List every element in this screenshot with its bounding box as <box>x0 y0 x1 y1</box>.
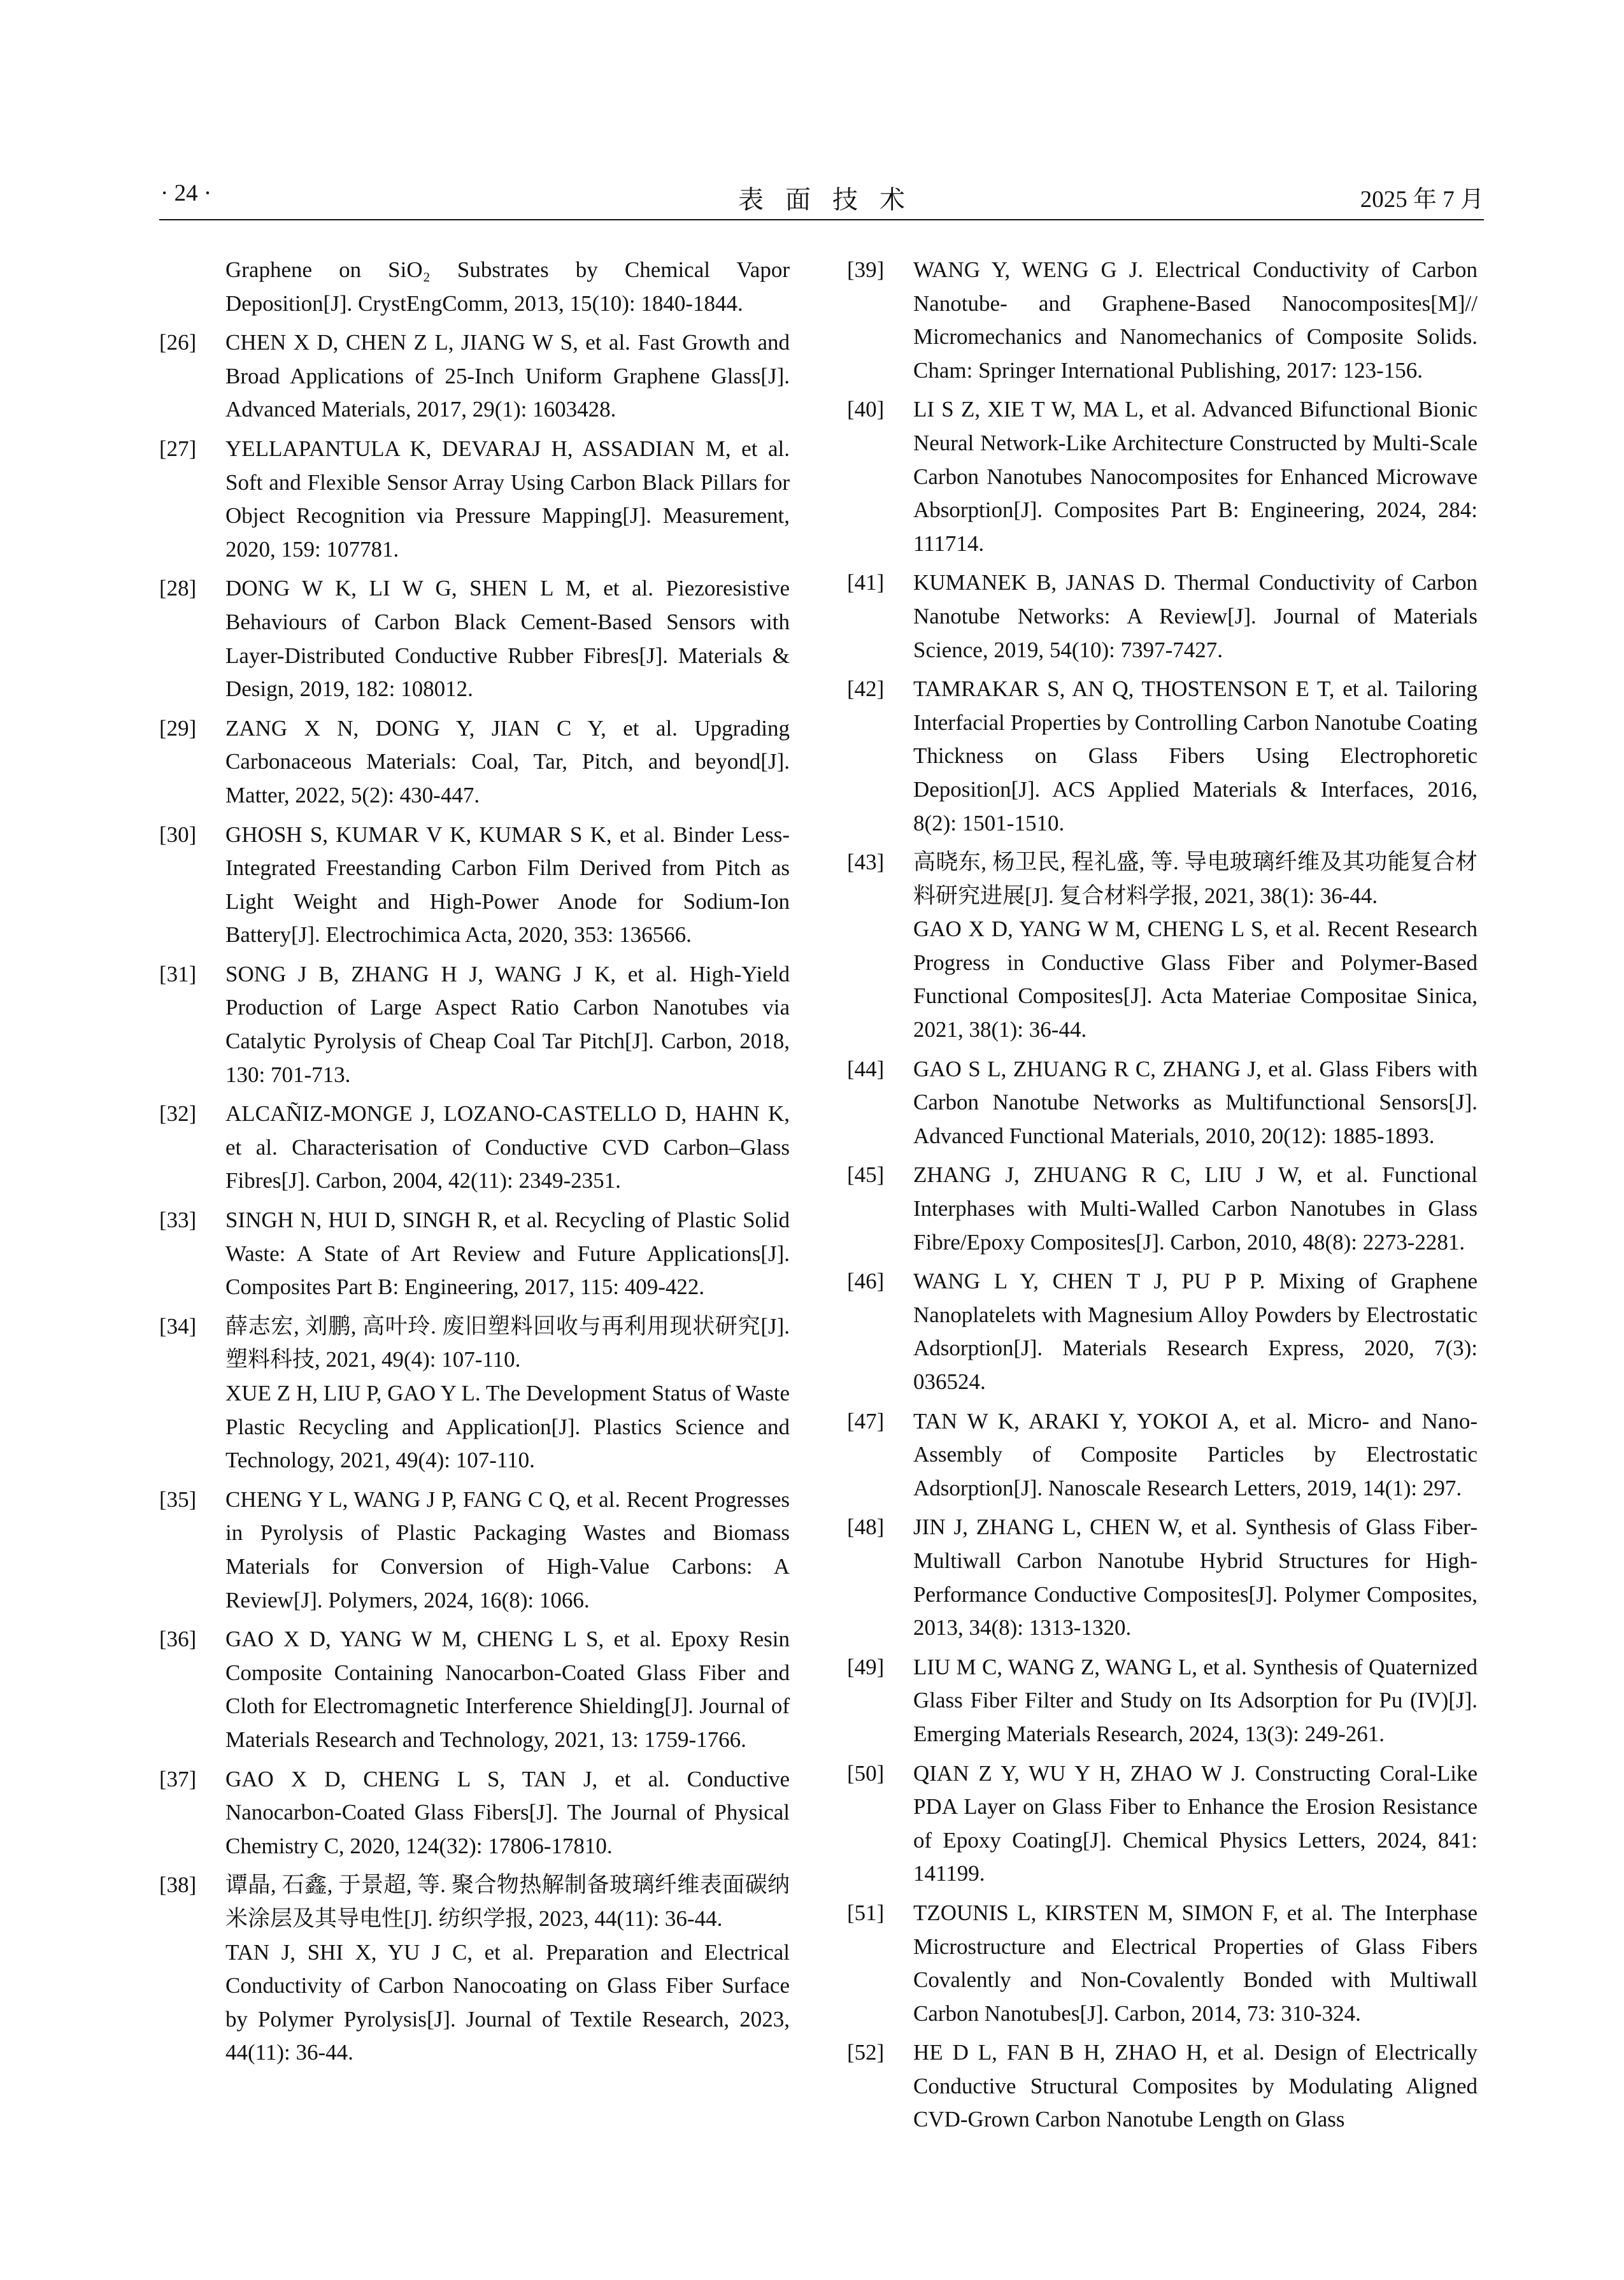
reference-entry <box>159 818 790 952</box>
reference-number: [50] <box>847 1760 885 1786</box>
reference-entry <box>159 572 790 706</box>
issue-date: 2025 年 7 月 <box>1360 187 1484 213</box>
reference-entry <box>159 326 790 427</box>
reference-text: LI S Z, XIE T W, MA L, et al. Advanced Bifunctional Bionic Neural Network-Like Architecture Constructed by Multi-Scale Carbon Nanotubes Nanocomposites for Enhanced Microwave Absorption[J]. Composites Part B: Engineering, 2024, 284: 111714. <box>913 397 1478 556</box>
reference-text: ZHANG J, ZHUANG R C, LIU J W, et al. Functional Interphases with Multi-Walled Carbon Nanotubes in Glass Fibre/Epoxy Composites[J]. Carbon, 2010, 48(8): 2273-2281. <box>913 1162 1478 1255</box>
reference-number: [36] <box>159 1627 197 1652</box>
reference-entry <box>159 1763 790 1863</box>
reference-number: [35] <box>159 1486 197 1512</box>
reference-number: [31] <box>159 961 197 987</box>
right-column <box>847 253 1478 2142</box>
reference-text: TAMRAKAR S, AN Q, THOSTENSON E T, et al. Tailoring Interfacial Properties by Controlling Carbon Nanotube Coating Thickness on Glass Fibers Using Electrophoretic Deposition[J]. ACS Applied Materials & Interfaces, 2016, 8(2): 1501-1510. <box>913 676 1478 836</box>
reference-entry <box>847 1897 1478 2030</box>
reference-text: GHOSH S, KUMAR V K, KUMAR S K, et al. Binder Less-Integrated Freestanding Carbon Film Derived from Pitch as Light Weight and High-Power Anode for Sodium-Ion Battery[J]. Electrochimica Acta, 2020, 353: 136566. <box>225 822 790 948</box>
reference-text: SONG J B, ZHANG H J, WANG J K, et al. High-Yield Production of Large Aspect Ratio Carbon Nanotubes via Catalytic Pyrolysis of Cheap Coal Tar Pitch[J]. Carbon, 2018, 130: 701-713. <box>225 961 790 1087</box>
reference-entry <box>159 432 790 566</box>
reference-entry <box>159 1869 790 2070</box>
reference-text: 谭晶, 石鑫, 于景超, 等. 聚合物热解制备玻璃纤维表面碳纳米涂层及其导电性[J]. 纺织学报, 2023, 44(11): 36-44. <box>225 1872 790 1931</box>
reference-entry <box>159 1623 790 1756</box>
reference-number: [27] <box>159 436 197 461</box>
reference-number: [40] <box>847 397 885 422</box>
reference-number: [30] <box>159 822 197 847</box>
reference-entry <box>847 566 1478 667</box>
reference-entry <box>159 958 790 1092</box>
reference-number: [48] <box>847 1514 885 1540</box>
reference-number: [33] <box>159 1208 197 1233</box>
reference-entry <box>847 253 1478 387</box>
reference-text: Graphene on SiO₂ Substrates by Chemical Vapor Deposition[J]. CrystEngComm, 2013, 15(10): 1840-1844. <box>225 257 790 316</box>
reference-number: [42] <box>847 676 885 702</box>
journal-title: 表面技术 <box>738 185 927 214</box>
reference-entry <box>159 253 790 320</box>
reference-text: WANG Y, WENG G J. Electrical Conductivity of Carbon Nanotube- and Graphene-Based Nanocomposites[M]// Micromechanics and Nanomechanics of Composite Solids. Cham: Springer International Publishing, 2017: 123-156. <box>913 257 1478 383</box>
reference-text: WANG L Y, CHEN T J, PU P P. Mixing of Graphene Nanoplatelets with Magnesium Alloy Powders by Electrostatic Adsorption[J]. Materials Research Express, 2020, 7(3): 036524. <box>913 1269 1478 1394</box>
reference-number: [34] <box>159 1313 197 1339</box>
reference-number: [49] <box>847 1654 885 1679</box>
reference-text: QIAN Z Y, WU Y H, ZHAO W J. Constructing Coral-Like PDA Layer on Glass Fiber to Enhance the Erosion Resistance of Epoxy Coating[J]. Chemical Physics Letters, 2024, 841: 141199. <box>913 1760 1478 1886</box>
reference-number: [45] <box>847 1162 885 1188</box>
reference-entry <box>847 1511 1478 1644</box>
reference-text-english: XUE Z H, LIU P, GAO Y L. The Development Status of Waste Plastic Recycling and Application[J]. Plastics Science and Technology, 2021, 49(4): 107-110. <box>225 1381 790 1473</box>
reference-text: CHENG Y L, WANG J P, FANG C Q, et al. Recent Progresses in Pyrolysis of Plastic Packaging Wastes and Biomass Materials for Conversion of High-Value Carbons: A Review[J]. Polymers, 2024, 16(8): 1066. <box>225 1486 790 1613</box>
reference-text: SINGH N, HUI D, SINGH R, et al. Recycling of Plastic Solid Waste: A State of Art Review and Future Applications[J]. Composites Part B: Engineering, 2017, 115: 409-422. <box>225 1208 790 1300</box>
reference-text: ALCAÑIZ-MONGE J, LOZANO-CASTELLO D, HAHN K, et al. Characterisation of Conductive CVD Carbon–Glass Fibres[J]. Carbon, 2004, 42(11): 2349-2351. <box>225 1101 790 1193</box>
reference-text: TAN W K, ARAKI Y, YOKOI A, et al. Micro- and Nano-Assembly of Composite Particles by Electrostatic Adsorption[J]. Nanoscale Research Letters, 2019, 14(1): 297. <box>913 1408 1478 1500</box>
reference-text: KUMANEK B, JANAS D. Thermal Conductivity of Carbon Nanotube Networks: A Review[J]. Journal of Materials Science, 2019, 54(10): 7397-7427. <box>913 570 1478 662</box>
reference-text: 薛志宏, 刘鹏, 高叶玲. 废旧塑料回收与再利用现状研究[J]. 塑料科技, 2021, 49(4): 107-110. <box>225 1313 790 1372</box>
reference-number: [32] <box>159 1101 197 1127</box>
reference-text: GAO X D, YANG W M, CHENG L S, et al. Epoxy Resin Composite Containing Nanocarbon-Coated Glass Fiber and Cloth for Electromagnetic Interference Shielding[J]. Journal of Materials Research and Technology, 2021, 13: 1759-1766. <box>225 1627 790 1752</box>
reference-number: [52] <box>847 2040 885 2065</box>
reference-number: [51] <box>847 1900 885 1925</box>
reference-text: YELLAPANTULA K, DEVARAJ H, ASSADIAN M, et al. Soft and Flexible Sensor Array Using Carbon Black Pillars for Object Recognition via Pressure Mapping[J]. Measurement, 2020, 159: 107781. <box>225 436 790 562</box>
reference-text-english: TAN J, SHI X, YU J C, et al. Preparation and Electrical Conductivity of Carbon Nanocoating on Glass Fiber Surface by Polymer Pyrolysis[J]. Journal of Textile Research, 2023, 44(11): 36-44. <box>225 1939 790 2065</box>
reference-text: DONG W K, LI W G, SHEN L M, et al. Piezoresistive Behaviours of Carbon Black Cement-Based Sensors with Layer-Distributed Conductive Rubber Fibres[J]. Materials & Design, 2019, 182: 108012. <box>225 576 790 702</box>
reference-number: [28] <box>159 576 197 601</box>
reference-entry <box>847 846 1478 1047</box>
reference-text: GAO S L, ZHUANG R C, ZHANG J, et al. Glass Fibers with Carbon Nanotube Networks as Multifunctional Sensors[J]. Advanced Functional Materials, 2010, 20(12): 1885-1893. <box>913 1056 1478 1148</box>
reference-entry <box>159 1204 790 1304</box>
reference-number: [41] <box>847 570 885 595</box>
reference-number: [26] <box>159 330 197 355</box>
reference-text: JIN J, ZHANG L, CHEN W, et al. Synthesis of Glass Fiber-Multiwall Carbon Nanotube Hybrid Structures for High-Performance Conductive Composites[J]. Polymer Composites, 2013, 34(8): 1313-1320. <box>913 1514 1478 1641</box>
reference-number: [47] <box>847 1408 885 1434</box>
reference-entry <box>847 2036 1478 2137</box>
reference-text: HE D L, FAN B H, ZHAO H, et al. Design of Electrically Conductive Structural Composites by Modulating Aligned CVD-Grown Carbon Nanotube Length on Glass <box>913 2040 1478 2132</box>
reference-text: LIU M C, WANG Z, WANG L, et al. Synthesis of Quaternized Glass Fiber Filter and Study on Its Adsorption for Pu (IV)[J]. Emerging Materials Research, 2024, 13(3): 249-261. <box>913 1654 1478 1746</box>
reference-entry <box>847 393 1478 560</box>
running-header <box>159 180 1484 218</box>
reference-number: [44] <box>847 1056 885 1081</box>
reference-number: [37] <box>159 1766 197 1792</box>
reference-text: 高晓东, 杨卫民, 程礼盛, 等. 导电玻璃纤维及其功能复合材料研究进展[J]. 复合材料学报, 2021, 38(1): 36-44. <box>913 850 1478 908</box>
reference-number: [46] <box>847 1269 885 1294</box>
reference-entry <box>847 1053 1478 1153</box>
reference-entry <box>847 1265 1478 1399</box>
reference-number: [29] <box>159 715 197 741</box>
reference-entry <box>847 1651 1478 1751</box>
reference-text: TZOUNIS L, KIRSTEN M, SIMON F, et al. The Interphase Microstructure and Electrical Properties of Glass Fibers Covalently and Non-Covalently Bonded with Multiwall Carbon Nanotubes[J]. Carbon, 2014, 73: 310-324. <box>913 1900 1478 2026</box>
reference-entry <box>159 1483 790 1617</box>
reference-number: [39] <box>847 257 885 282</box>
reference-entry <box>847 1757 1478 1891</box>
reference-number: [38] <box>159 1872 197 1898</box>
header-rule <box>159 219 1484 220</box>
reference-entry <box>847 1405 1478 1506</box>
page-number: · 24 · <box>160 180 212 206</box>
reference-text: ZANG X N, DONG Y, JIAN C Y, et al. Upgrading Carbonaceous Materials: Coal, Tar, Pitch, and beyond[J]. Matter, 2022, 5(2): 430-447. <box>225 715 790 808</box>
reference-text-english: GAO X D, YANG W M, CHENG L S, et al. Recent Research Progress in Conductive Glass Fiber and Polymer-Based Functional Composites[J]. Acta Materiae Compositae Sinica, 2021, 38(1): 36-44. <box>913 916 1478 1043</box>
left-column <box>159 253 790 2076</box>
reference-number: [43] <box>847 850 885 875</box>
reference-entry <box>847 1158 1478 1259</box>
reference-text: CHEN X D, CHEN Z L, JIANG W S, et al. Fast Growth and Broad Applications of 25-Inch Uniform Graphene Glass[J]. Advanced Materials, 2017, 29(1): 1603428. <box>225 330 790 422</box>
reference-text: GAO X D, CHENG L S, TAN J, et al. Conductive Nanocarbon-Coated Glass Fibers[J]. The Journal of Physical Chemistry C, 2020, 124(32): 17806-17810. <box>225 1766 790 1858</box>
reference-entry <box>159 1310 790 1478</box>
reference-entry <box>847 673 1478 840</box>
reference-entry <box>159 1097 790 1198</box>
reference-entry <box>159 712 790 813</box>
